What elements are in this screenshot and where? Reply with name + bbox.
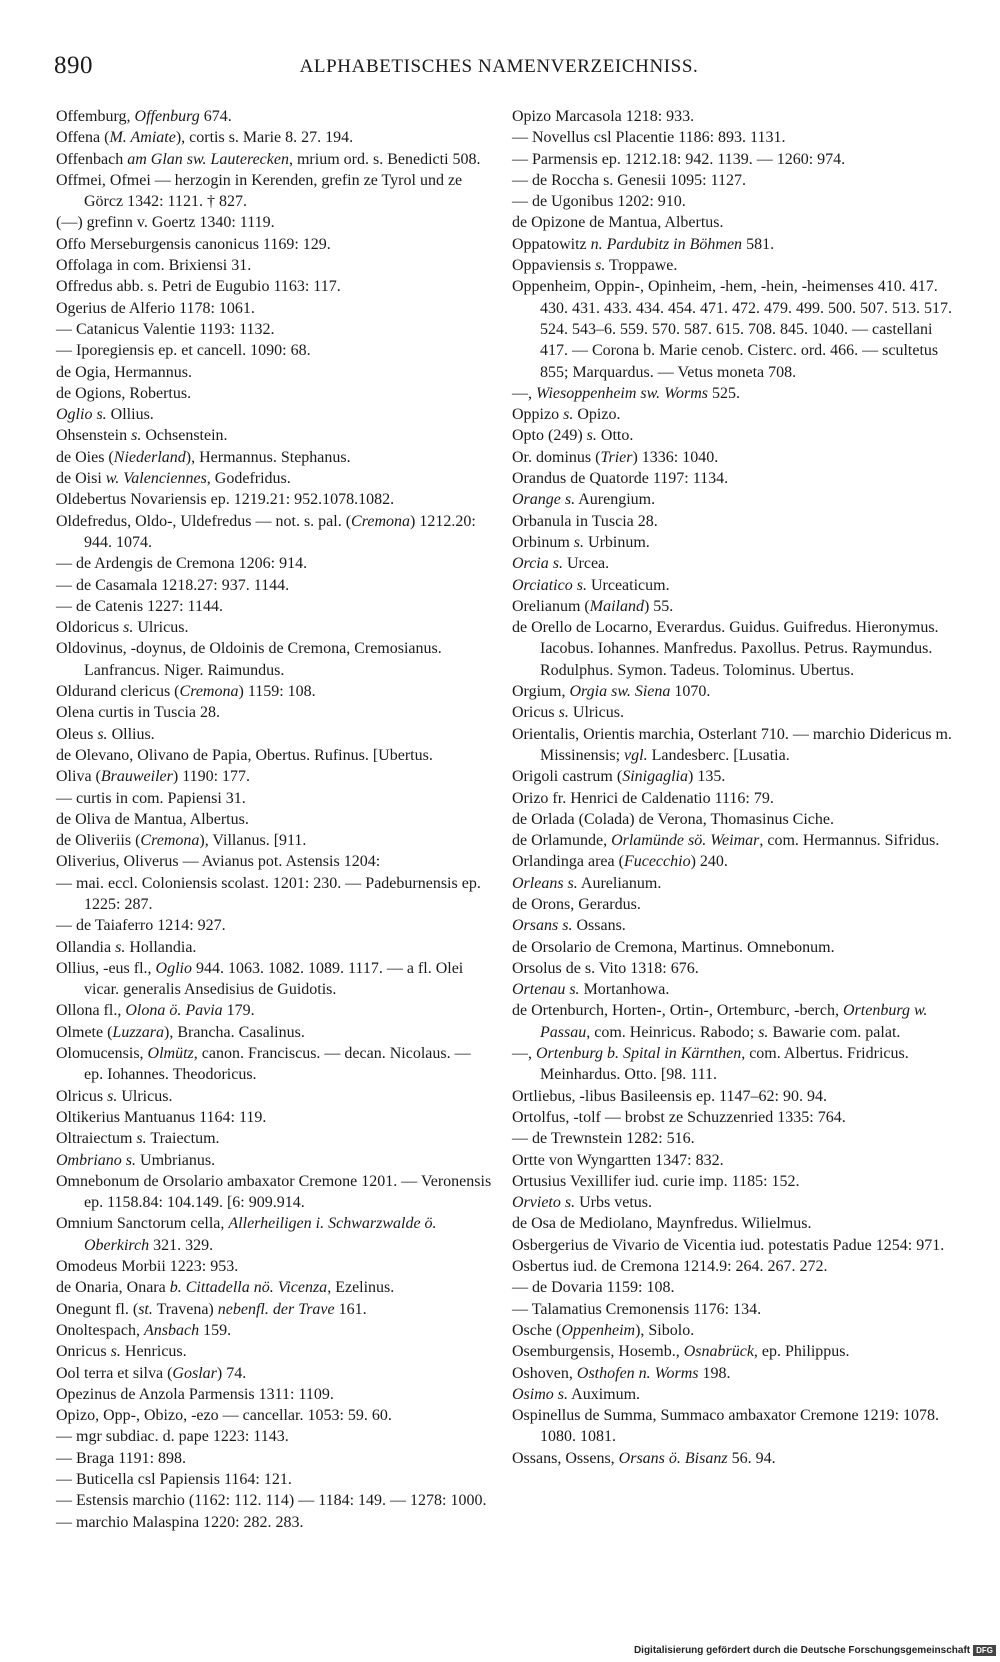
index-entry: — Novellus csl Placentie 1186: 893. 1131. xyxy=(512,129,786,147)
index-entry: — de Casamala 1218.27: 937. 1144. xyxy=(56,576,290,594)
index-entry: Ool terra et silva (Goslar) 74. xyxy=(56,1364,247,1382)
index-entry: Omnebonum de Orsolario ambaxator Cremone 1201. — Veronensis ep. 1158.84: 104.149. [6: 909.914. xyxy=(56,1172,492,1212)
index-entry: Opto (249) s. Otto. xyxy=(512,427,634,445)
index-entry: Osbergerius de Vivario de Vicentia iud. potestatis Padue 1254: 971. xyxy=(512,1236,945,1254)
index-entry: Ollona fl., Olona ö. Pavia 179. xyxy=(56,1002,255,1020)
index-entry: Opezinus de Anzola Parmensis 1311: 1109. xyxy=(56,1385,334,1403)
footer-credit xyxy=(634,1645,996,1656)
index-entry: Offolaga in com. Brixiensi 31. xyxy=(56,257,252,275)
index-entry: Ossans, Ossens, Orsans ö. Bisanz 56. 94. xyxy=(512,1449,776,1467)
index-column-left xyxy=(56,106,492,1533)
index-entry: Oppaviensis s. Troppawe. xyxy=(512,257,678,275)
index-entry: Omodeus Morbii 1223: 953. xyxy=(56,1258,239,1276)
index-entry: Oleus s. Ollius. xyxy=(56,725,155,743)
index-column-right xyxy=(512,106,956,1469)
index-entry: Orandus de Quatorde 1197: 1134. xyxy=(512,470,729,488)
index-entry: Or. dominus (Trier) 1336: 1040. xyxy=(512,448,719,466)
index-entry: Orelianum (Mailand) 55. xyxy=(512,597,674,615)
index-entry: — mai. eccl. Coloniensis scolast. 1201: 230. — Padeburnensis ep. 1225: 287. xyxy=(56,874,481,913)
index-entry: — Buticella csl Papiensis 1164: 121. xyxy=(56,1471,292,1488)
index-entry: — de Ardengis de Cremona 1206: 914. xyxy=(56,555,308,573)
index-entry: de Oliva de Mantua, Albertus. xyxy=(56,810,249,828)
running-title: ALPHABETISCHES NAMENVERZEICHNISS. xyxy=(299,56,699,77)
index-entry: de Orons, Gerardus. xyxy=(512,895,641,913)
index-entry: Ortolfus, -tolf — brobst ze Schuzzenried 1335: 764. xyxy=(512,1108,846,1126)
index-entry: de Orlada (Colada) de Verona, Thomasinus Ciche. xyxy=(512,810,834,828)
index-entry: — Braga 1191: 898. xyxy=(56,1449,187,1467)
index-entry: — Estensis marchio (1162: 112. 114) — 1184: 149. — 1278: 1000. xyxy=(56,1492,487,1510)
index-entry: Orbanula in Tuscia 28. xyxy=(512,512,658,530)
index-entry: Opizo, Opp-, Obizo, -ezo — cancellar. 1053: 59. 60. xyxy=(56,1407,392,1425)
index-entry: Orlandinga area (Fucecchio) 240. xyxy=(512,853,728,871)
index-entry: — Catanicus Valentie 1193: 1132. xyxy=(56,320,275,338)
index-entry: — de Roccha s. Genesii 1095: 1127. xyxy=(512,171,747,189)
index-entry: de Orello de Locarno, Everardus. Guidus. Guifredus. Hieronymus. Iacobus. Iohannes. Manfredus. Paxollus. Petrus. Raymundus. Rodulphus. Symon. Tadeus. Tolominus. Ubertus. xyxy=(512,619,939,679)
index-entry: Oldovinus, -doynus, de Oldoinis de Cremona, Cremosianus. Lanfrancus. Niger. Raimundus. xyxy=(56,640,442,679)
index-entry: — de Taiaferro 1214: 927. xyxy=(56,917,226,935)
index-entry: — mgr subdiac. d. pape 1223: 1143. xyxy=(56,1428,289,1446)
index-entry: Olomucensis, Olmütz, canon. Franciscus. — decan. Nicolaus. — ep. Iohannes. Theodoricus. xyxy=(56,1045,471,1084)
index-entry: Oltraiectum s. Traiectum. xyxy=(56,1130,220,1148)
index-entry: Olena curtis in Tuscia 28. xyxy=(56,704,220,722)
index-entry: — curtis in com. Papiensi 31. xyxy=(56,789,246,807)
index-entry: Onegunt fl. (st. Travena) nebenfl. der Trave 161. xyxy=(56,1300,367,1318)
index-entry: Oricus s. Ulricus. xyxy=(512,704,624,722)
index-entry: de Orsolario de Cremona, Martinus. Omnebonum. xyxy=(512,938,835,956)
index-entry: — Parmensis ep. 1212.18: 942. 1139. — 1260: 974. xyxy=(512,150,846,168)
index-entry: Oppenheim, Oppin-, Opinheim, -hem, -hein, -heimenses 410. 417. 430. 431. 433. 434. 454. 471. 472. 479. 499. 500. 507. 513. 517. 524. 543–6. 559. 570. 587. 615. 708. 845. 1040. — castellani 417. — Corona b. Marie cenob. Cisterc. ord. 466. — scultetus 855; Marquardus. — Vetus moneta 708. xyxy=(512,278,952,381)
index-entry: Ohsenstein s. Ochsenstein. xyxy=(56,427,228,445)
index-entry: Offredus abb. s. Petri de Eugubio 1163: 117. xyxy=(56,278,341,296)
index-entry: Oliva (Brauweiler) 1190: 177. xyxy=(56,768,251,786)
index-entry: Oppatowitz n. Pardubitz in Böhmen 581. xyxy=(512,235,775,253)
index-entry: —, Wiesoppenheim sw. Worms 525. xyxy=(512,384,740,402)
index-entry: Ospinellus de Summa, Summaco ambaxator Cremone 1219: 1078. 1080. 1081. xyxy=(512,1407,940,1446)
index-entry: Orgium, Orgia sw. Siena 1070. xyxy=(512,683,711,701)
index-entry: de Orlamunde, Orlamünde sö. Weimar, com. Hermannus. Sifridus. xyxy=(512,832,940,850)
index-entry: Origoli castrum (Sinigaglia) 135. xyxy=(512,768,726,786)
index-entry: Olmete (Luzzara), Brancha. Casalinus. xyxy=(56,1023,305,1041)
index-entry: de Oisi w. Valenciennes, Godefridus. xyxy=(56,470,291,488)
index-entry: de Osa de Mediolano, Maynfredus. Wilielmus. xyxy=(512,1215,812,1233)
index-entry: — Iporegiensis ep. et cancell. 1090: 68. xyxy=(56,342,311,360)
page-header xyxy=(54,52,944,86)
index-entry: — Talamatius Cremonensis 1176: 134. xyxy=(512,1300,762,1318)
footer-text: Digitalisierung gefördert durch die Deutsche Forschungsgemeinschaft xyxy=(633,1645,971,1656)
index-entry: Orsolus de s. Vito 1318: 676. xyxy=(512,959,699,977)
index-entry: Ortte von Wyngartten 1347: 832. xyxy=(512,1151,724,1169)
index-entry: Orientalis, Orientis marchia, Osterlant 710. — marchio Didericus m. Missinensis; vgl. Landesberc. [Lusatia. xyxy=(512,725,952,764)
index-entry: Olricus s. Ulricus. xyxy=(56,1087,173,1105)
index-entry: Onoltespach, Ansbach 159. xyxy=(56,1321,232,1339)
index-entry: Offemburg, Offenburg 674. xyxy=(56,108,232,125)
index-entry: Orciatico s. Urceaticum. xyxy=(512,576,670,594)
index-entry: — de Dovaria 1159: 108. xyxy=(512,1279,675,1297)
index-entry: Oglio s. Ollius. xyxy=(56,406,154,424)
index-entry: Orvieto s. Urbs vetus. xyxy=(512,1194,652,1212)
index-entry: Ortliebus, -libus Basileensis ep. 1147–62: 90. 94. xyxy=(512,1087,827,1105)
index-entry: de Opizone de Mantua, Albertus. xyxy=(512,214,724,232)
index-entry: Orcia s. Urcea. xyxy=(512,555,610,573)
index-entry: Ombriano s. Umbrianus. xyxy=(56,1151,216,1169)
index-entry: Offo Merseburgensis canonicus 1169: 129. xyxy=(56,235,331,253)
index-entry: Ollandia s. Hollandia. xyxy=(56,938,197,956)
index-entry: Orleans s. Aurelianum. xyxy=(512,874,662,892)
index-entry: Oldurand clericus (Cremona) 1159: 108. xyxy=(56,683,316,701)
index-entry: (—) grefinn v. Goertz 1340: 1119. xyxy=(56,214,275,232)
index-entry: Oldefredus, Oldo-, Uldefredus — not. s. pal. (Cremona) 1212.20: 944. 1074. xyxy=(56,512,476,551)
index-entry: Oshoven, Osthofen n. Worms 198. xyxy=(512,1364,731,1382)
index-entry: Onricus s. Henricus. xyxy=(56,1343,187,1361)
index-entry: Orizo fr. Henrici de Caldenatio 1116: 79. xyxy=(512,789,774,807)
index-entry: — marchio Malaspina 1220: 282. 283. xyxy=(56,1513,304,1531)
index-entry: Ortenau s. Mortanhowa. xyxy=(512,981,670,999)
index-entry: Osbertus iud. de Cremona 1214.9: 264. 267. 272. xyxy=(512,1258,828,1276)
index-entry: Oppizo s. Opizo. xyxy=(512,406,621,424)
index-entry: Offenbach am Glan sw. Lauterecken, mrium ord. s. Benedicti 508. xyxy=(56,150,481,168)
index-entry: de Oies (Niederland), Hermannus. Stephanus. xyxy=(56,448,351,466)
index-entry: de Olevano, Olivano de Papia, Obertus. Rufinus. [Ubertus. xyxy=(56,746,433,764)
index-entry: Opizo Marcasola 1218: 933. xyxy=(512,108,695,125)
index-entry: Oliverius, Oliverus — Avianus pot. Astensis 1204: xyxy=(56,853,381,871)
index-entry: Osche (Oppenheim), Sibolo. xyxy=(512,1321,695,1339)
index-entry: de Ogions, Robertus. xyxy=(56,384,192,402)
index-entry: — de Ugonibus 1202: 910. xyxy=(512,193,686,211)
index-entry: —, Ortenburg b. Spital in Kärnthen, com. Albertus. Fridricus. Meinhardus. Otto. [98. 111. xyxy=(512,1045,909,1084)
index-entry: de Ogia, Hermannus. xyxy=(56,363,192,381)
index-entry: Offmei, Ofmei — herzogin in Kerenden, grefin ze Tyrol und ze Görcz 1342: 1121. † 827. xyxy=(56,171,463,211)
index-entry: Oldoricus s. Ulricus. xyxy=(56,619,189,637)
index-entry: — de Catenis 1227: 1144. xyxy=(56,597,223,615)
index-entry: de Ortenburch, Horten-, Ortin-, Ortemburc, -berch, Ortenburg w. Passau, com. Heinricus. Rabodo; s. Bawarie com. palat. xyxy=(512,1002,928,1041)
index-entry: de Onaria, Onara b. Cittadella nö. Vicenza, Ezelinus. xyxy=(56,1279,395,1297)
page-number: 890 xyxy=(54,52,93,79)
index-entry: Oltikerius Mantuanus 1164: 119. xyxy=(56,1108,267,1126)
index-entry: Omnium Sanctorum cella, Allerheiligen i. Schwarzwalde ö. Oberkirch 321. 329. xyxy=(56,1215,437,1254)
index-entry: Ortusius Vexillifer iud. curie imp. 1185: 152. xyxy=(512,1172,800,1190)
index-entry: Oldebertus Novariensis ep. 1219.21: 952.1078.1082. xyxy=(56,491,395,509)
index-entry: Ollius, -eus fl., Oglio 944. 1063. 1082. 1089. 1117. — a fl. Olei vicar. generalis Ansedisius de Guidotis. xyxy=(56,959,464,999)
index-entry: Orbinum s. Urbinum. xyxy=(512,533,650,551)
index-entry: Osemburgensis, Hosemb., Osnabrück, ep. Philippus. xyxy=(512,1343,850,1361)
index-entry: Osimo s. Auximum. xyxy=(512,1385,641,1403)
index-entry: Orsans s. Ossans. xyxy=(512,917,626,935)
index-entry: de Oliveriis (Cremona), Villanus. [911. xyxy=(56,832,307,850)
index-entry: Orange s. Aurengium. xyxy=(512,491,656,509)
index-entry: Ogerius de Alferio 1178: 1061. xyxy=(56,299,255,317)
index-entry: Offena (M. Amiate), cortis s. Marie 8. 27. 194. xyxy=(56,129,354,147)
dfg-logo: DFG xyxy=(973,1645,996,1656)
index-entry: — de Trewnstein 1282: 516. xyxy=(512,1130,695,1148)
